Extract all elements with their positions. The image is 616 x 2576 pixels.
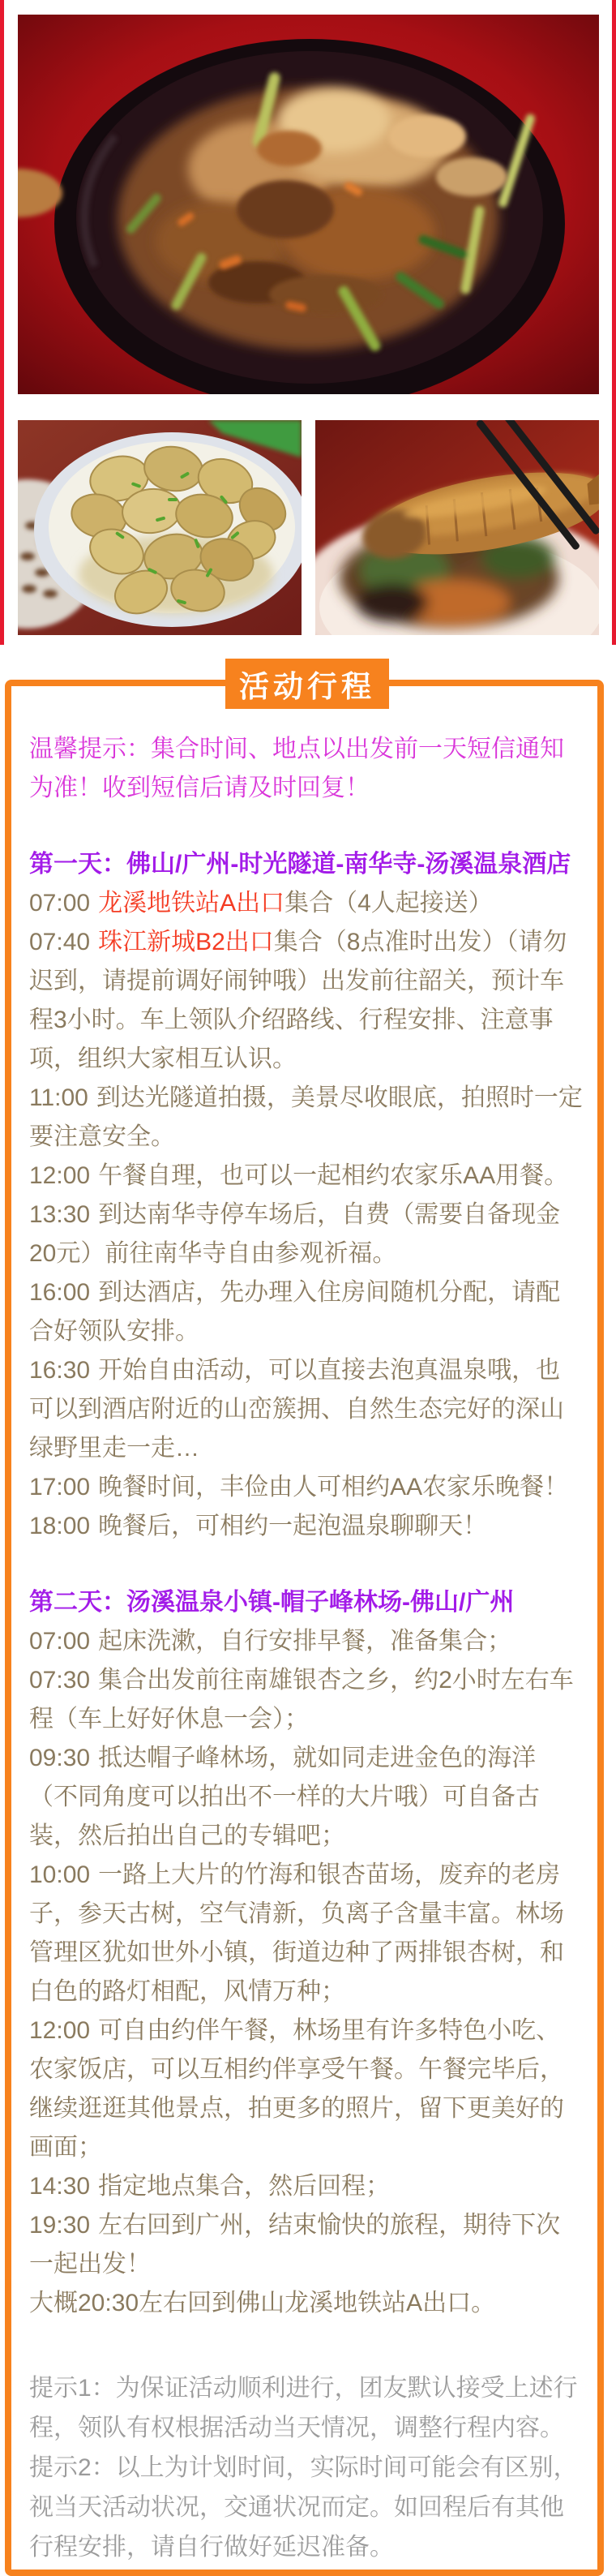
itinerary-entry bbox=[29, 2011, 584, 2167]
fried-tofu-illustration bbox=[18, 420, 302, 635]
itinerary-entry bbox=[29, 1856, 584, 2011]
fried-tofu-photo bbox=[18, 420, 302, 635]
section-title-banner: 活动行程 bbox=[225, 659, 389, 709]
entry-text: 集合（4人起接送） bbox=[284, 890, 493, 917]
entry-text: 可自由约伴午餐，林场里有许多特色小吃、农家饭店，可以互相约伴享受午餐。午餐完毕后，继续逛逛其他景点，拍更多的照片，留下更美好的画面； bbox=[29, 2017, 564, 2161]
entry-text: 左右回到广州，结束愉快的旅程，期待下次一起出发！ bbox=[29, 2212, 561, 2278]
entry-text: 到达酒店，先办理入住房间随机分配，请配合好领队安排。 bbox=[29, 1279, 561, 1345]
entry-text: 晚餐时间，丰俭由人可相约AA农家乐晚餐！ bbox=[98, 1474, 569, 1501]
itinerary-entry bbox=[29, 1157, 584, 1196]
itinerary-entry bbox=[29, 1079, 584, 1157]
entry-text: 晚餐后，可相约一起泡温泉聊聊天！ bbox=[98, 1513, 488, 1539]
itinerary-entry bbox=[29, 1196, 584, 1273]
itinerary-entry bbox=[29, 1351, 584, 1468]
entry-text: 到达南华寺停车场后，自费（需要自备现金20元）前往南华寺自由参观祈福。 bbox=[29, 1201, 561, 1267]
entry-text: 一路上大片的竹海和银杏苗场，废弃的老房子，参天古树，空气清新，负离子含量丰富。林场管理区犹如世外小镇，街道边种了两排银杏树，和白色的路灯相配，风情万种； bbox=[29, 1861, 564, 2005]
itinerary-entry bbox=[29, 1507, 584, 1546]
itinerary-entry bbox=[29, 1273, 584, 1351]
itinerary-panel bbox=[5, 680, 604, 2576]
claypot-noodles-illustration bbox=[18, 15, 599, 394]
day-section-1 bbox=[29, 845, 584, 1546]
entry-text: 到达光隧道拍摄，美景尽收眼底，拍照时一定要注意安全。 bbox=[29, 1084, 583, 1150]
itinerary-entry bbox=[29, 2284, 584, 2323]
tips-container bbox=[29, 2368, 584, 2567]
fried-fish-illustration bbox=[315, 420, 599, 635]
entry-time: 07:40 bbox=[29, 929, 91, 955]
itinerary-entry bbox=[29, 2206, 584, 2284]
entry-location-highlight: 珠江新城B2出口 bbox=[98, 929, 274, 955]
itinerary-entry bbox=[29, 1739, 584, 1856]
entry-time: 18:00 bbox=[29, 1513, 91, 1539]
entry-time: 07:00 bbox=[29, 890, 91, 917]
entry-time: 17:00 bbox=[29, 1474, 91, 1501]
right-red-border bbox=[612, 0, 616, 645]
itinerary-entry bbox=[29, 884, 584, 923]
entry-text: 指定地点集合，然后回程； bbox=[98, 2173, 391, 2200]
entry-text: 大概20:30左右回到佛山龙溪地铁站A出口。 bbox=[29, 2290, 496, 2316]
claypot-noodles-photo bbox=[18, 15, 599, 394]
entry-time: 10:00 bbox=[29, 1861, 91, 1888]
tip-2: 提示2：以上为计划时间，实际时间可能会有区别，视当天活动状况，交通状况而定。如回程后有其他行程安排，请自行做好延迟准备。 bbox=[29, 2454, 578, 2561]
entry-time: 16:00 bbox=[29, 1279, 91, 1306]
itinerary-entry bbox=[29, 2167, 584, 2206]
entry-text: 午餐自理，也可以一起相约农家乐AA用餐。 bbox=[98, 1162, 569, 1189]
entry-text: 集合出发前往南雄银杏之乡，约2小时左右车程（车上好好休息一会）； bbox=[29, 1667, 574, 1732]
itinerary-entry bbox=[29, 1661, 584, 1739]
entry-time: 16:30 bbox=[29, 1357, 91, 1384]
entry-time: 12:00 bbox=[29, 2017, 91, 2044]
entry-text: 开始自由活动，可以直接去泡真温泉哦，也可以到酒店附近的山峦簇拥、自然生态完好的深山绿野里走一走… bbox=[29, 1357, 564, 1462]
itinerary-entry bbox=[29, 1468, 584, 1507]
fried-fish-photo bbox=[315, 420, 599, 635]
entry-time: 07:00 bbox=[29, 1628, 91, 1655]
entry-text: 起床洗漱，自行安排早餐，准备集合； bbox=[98, 1628, 512, 1655]
entry-location-highlight: 龙溪地铁站A出口 bbox=[98, 890, 285, 917]
left-red-border bbox=[0, 0, 4, 645]
entry-text: 集合（8点准时出发）（请勿迟到，请提前调好闹钟哦）出发前往韶关，预计车程3小时。车上领队介绍路线、行程安排、注意事项，组织大家相互认识。 bbox=[29, 929, 567, 1072]
days-container bbox=[29, 845, 584, 2323]
entry-time: 12:00 bbox=[29, 1162, 91, 1189]
entry-time: 07:30 bbox=[29, 1667, 91, 1694]
tip-1: 提示1：为保证活动顺利进行，团友默认接受上述行程，领队有权根据活动当天情况，调整行程内容。 bbox=[29, 2375, 578, 2441]
entry-time: 19:30 bbox=[29, 2212, 91, 2239]
entry-text: 抵达帽子峰林场，就如同走进金色的海洋（不同角度可以拍出不一样的大片哦）可自备古装，然后拍出自己的专辑吧； bbox=[29, 1745, 540, 1849]
itinerary-entry bbox=[29, 923, 584, 1079]
entry-time: 11:00 bbox=[29, 1084, 88, 1111]
entry-time: 14:30 bbox=[29, 2173, 91, 2200]
day-section-2 bbox=[29, 1583, 584, 2323]
entry-time: 13:30 bbox=[29, 1201, 91, 1228]
itinerary-entry bbox=[29, 1622, 584, 1661]
entry-time: 09:30 bbox=[29, 1745, 91, 1771]
day-title-1: 第一天：佛山/广州-时光隧道-南华寺-汤溪温泉酒店 bbox=[29, 851, 571, 878]
notice-text: 温馨提示：集合时间、地点以出发前一天短信通知为准！收到短信后请及时回复！ bbox=[29, 736, 564, 801]
day-title-2: 第二天：汤溪温泉小镇-帽子峰林场-佛山/广州 bbox=[29, 1589, 515, 1616]
